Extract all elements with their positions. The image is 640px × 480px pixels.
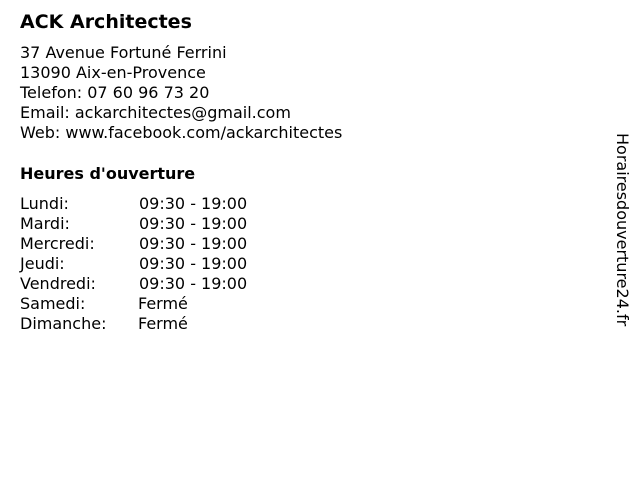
business-name: ACK Architectes — [20, 11, 192, 33]
day-hours: 09:30 - 19:00 — [139, 214, 248, 233]
opening-hours-list — [20, 194, 247, 334]
day-label: Mardi: — [20, 214, 70, 233]
day-label: Dimanche: — [20, 314, 107, 333]
website: Web: www.facebook.com/ackarchitectes — [20, 123, 343, 142]
day-label: Samedi: — [20, 294, 86, 313]
hours-row-thursday — [20, 254, 247, 274]
day-hours: Fermé — [138, 314, 188, 333]
site-watermark: Horairesdouverture24.fr — [613, 133, 632, 327]
day-label: Jeudi: — [20, 254, 65, 273]
phone-number: Telefon: 07 60 96 73 20 — [20, 83, 210, 102]
day-label: Mercredi: — [20, 234, 95, 253]
hours-row-friday — [20, 274, 247, 294]
day-label: Lundi: — [20, 194, 69, 213]
hours-heading: Heures d'ouverture — [20, 164, 196, 183]
day-label: Vendredi: — [20, 274, 96, 293]
day-hours: 09:30 - 19:00 — [139, 194, 248, 213]
contact-block — [20, 43, 342, 143]
hours-row-sunday — [20, 314, 247, 334]
hours-row-monday — [20, 194, 247, 214]
email-address: Email: ackarchitectes@gmail.com — [20, 103, 291, 122]
hours-row-saturday — [20, 294, 247, 314]
city-address: 13090 Aix-en-Provence — [20, 63, 206, 82]
day-hours: 09:30 - 19:00 — [139, 254, 248, 273]
day-hours: Fermé — [138, 294, 188, 313]
day-hours: 09:30 - 19:00 — [139, 234, 248, 253]
street-address: 37 Avenue Fortuné Ferrini — [20, 43, 227, 62]
hours-row-wednesday — [20, 234, 247, 254]
day-hours: 09:30 - 19:00 — [139, 274, 248, 293]
hours-row-tuesday — [20, 214, 247, 234]
